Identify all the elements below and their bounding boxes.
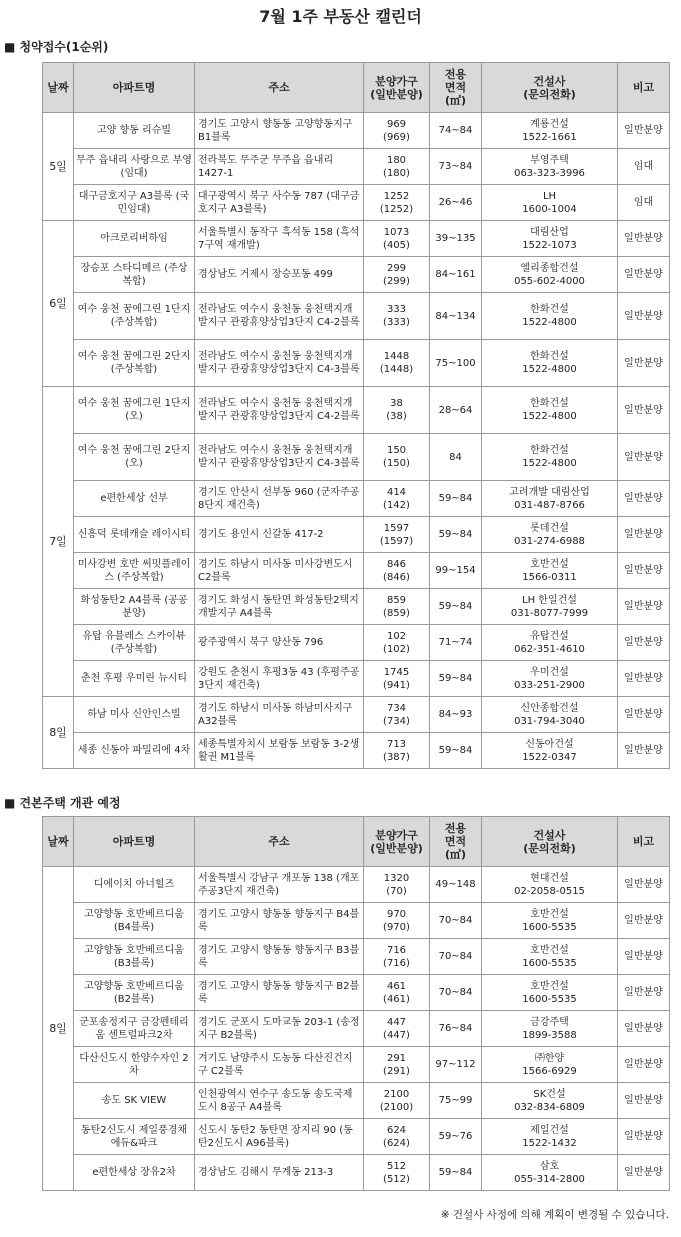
builder-cell: LH 한일건설 031-8077-7999 (482, 589, 618, 625)
note-cell: 일반분양 (618, 1011, 670, 1047)
builder-cell: 부영주택 063-323-3996 (482, 149, 618, 185)
address-cell: 경상남도 김해시 무계동 213-3 (195, 1155, 364, 1191)
area-cell: 49~148 (430, 867, 482, 903)
units-cell: 38 (38) (364, 387, 430, 434)
area-cell: 70~84 (430, 903, 482, 939)
note-cell: 일반분양 (618, 589, 670, 625)
apt-name-cell: 춘천 후평 우미린 뉴시티 (74, 661, 195, 697)
units-cell: 150 (150) (364, 434, 430, 481)
table-row (43, 481, 670, 517)
builder-cell: 롯데건설 031-274-6988 (482, 517, 618, 553)
apt-name-cell: 다산신도시 한양수자인 2차 (74, 1047, 195, 1083)
address-cell: 경기도 고양시 향동동 고양향동지구 B1블록 (195, 113, 364, 149)
section-heading-model-house: ■ 견본주택 개관 예정 (4, 796, 121, 810)
table-row (43, 867, 670, 903)
table-row (43, 661, 670, 697)
area-cell: 75~99 (430, 1083, 482, 1119)
units-cell: 1073 (405) (364, 221, 430, 257)
area-cell: 59~84 (430, 733, 482, 769)
address-cell: 경기도 용인시 신갈동 417-2 (195, 517, 364, 553)
area-cell: 75~100 (430, 340, 482, 387)
builder-cell: 한화건설 1522-4800 (482, 434, 618, 481)
units-cell: 1597 (1597) (364, 517, 430, 553)
address-cell: 세종특별자치시 보람동 보람동 3-2생활권 M1블록 (195, 733, 364, 769)
address-cell: 경기도 하남시 미사동 하남미사지구 A32블록 (195, 697, 364, 733)
area-cell: 84 (430, 434, 482, 481)
table-row (43, 293, 670, 340)
apt-name-cell: 여수 웅천 꿈에그린 1단지(주상복합) (74, 293, 195, 340)
header-area: 전용 면적 (㎡) (430, 817, 482, 867)
note-cell: 일반분양 (618, 975, 670, 1011)
note-cell: 일반분양 (618, 434, 670, 481)
table-row (43, 1119, 670, 1155)
address-cell: 전라북도 무주군 무주읍 읍내리 1427-1 (195, 149, 364, 185)
table-row (43, 939, 670, 975)
table-row (43, 553, 670, 589)
table-row (43, 434, 670, 481)
builder-cell: 계룡건설 1522-1661 (482, 113, 618, 149)
area-cell: 84~134 (430, 293, 482, 340)
note-cell: 일반분양 (618, 733, 670, 769)
apt-name-cell: 여수 웅천 꿈에그린 2단지(오) (74, 434, 195, 481)
apt-name-cell: 대구금호지구 A3블록 (국민임대) (74, 185, 195, 221)
units-cell: 414 (142) (364, 481, 430, 517)
address-cell: 전라남도 여수시 웅천동 웅천택지개발지구 관광휴양상업3단지 C4-2블록 (195, 293, 364, 340)
units-cell: 512 (512) (364, 1155, 430, 1191)
apt-name-cell: 동탄2신도시 제일풍경채 에듀&파크 (74, 1119, 195, 1155)
table-row (43, 517, 670, 553)
units-cell: 713 (387) (364, 733, 430, 769)
note-cell: 임대 (618, 149, 670, 185)
table-row (43, 903, 670, 939)
address-cell: 경기도 군포시 도마교동 203-1 (송정지구 B2블록) (195, 1011, 364, 1047)
note-cell: 일반분양 (618, 221, 670, 257)
note-cell: 일반분양 (618, 867, 670, 903)
header-row (43, 817, 670, 867)
units-cell: 846 (846) (364, 553, 430, 589)
area-cell: 26~46 (430, 185, 482, 221)
units-cell: 734 (734) (364, 697, 430, 733)
note-cell: 일반분양 (618, 293, 670, 340)
area-cell: 59~84 (430, 481, 482, 517)
units-cell: 859 (859) (364, 589, 430, 625)
address-cell: 전라남도 여수시 웅천동 웅천택지개발지구 관광휴양상업3단지 C4-3블록 (195, 434, 364, 481)
builder-cell: SK건설 032-834-6809 (482, 1083, 618, 1119)
address-cell: 전라남도 여수시 웅천동 웅천택지개발지구 관광휴양상업3단지 C4-2블록 (195, 387, 364, 434)
area-cell: 59~84 (430, 517, 482, 553)
note-cell: 일반분양 (618, 481, 670, 517)
address-cell: 경기도 안산시 선부동 960 (군자주공8단지 재건축) (195, 481, 364, 517)
address-cell: 강원도 춘천시 후평3동 43 (후평주공3단지 재건축) (195, 661, 364, 697)
header-builder: 건설사 (문의전화) (482, 817, 618, 867)
apt-name-cell: 디에이치 아너힐즈 (74, 867, 195, 903)
table-row (43, 185, 670, 221)
table-row (43, 387, 670, 434)
apt-name-cell: 미사강변 호반 써밋플레이스 (주상복합) (74, 553, 195, 589)
builder-cell: 우미건설 033-251-2900 (482, 661, 618, 697)
note-cell: 일반분양 (618, 903, 670, 939)
units-cell: 333 (333) (364, 293, 430, 340)
builder-cell: 유탑건설 062-351-4610 (482, 625, 618, 661)
apt-name-cell: 고양향동 호반베르디움 (B3블록) (74, 939, 195, 975)
apt-name-cell: e편한세상 장유2차 (74, 1155, 195, 1191)
area-cell: 99~154 (430, 553, 482, 589)
date-cell: 8일 (43, 697, 74, 769)
units-cell: 291 (291) (364, 1047, 430, 1083)
apt-name-cell: 고양 향동 리슈빌 (74, 113, 195, 149)
units-cell: 1448 (1448) (364, 340, 430, 387)
date-cell: 5일 (43, 113, 74, 221)
table-row (43, 113, 670, 149)
header-units: 분양가구 (일반분양) (364, 63, 430, 113)
units-cell: 716 (716) (364, 939, 430, 975)
area-cell: 59~84 (430, 661, 482, 697)
model-house-table (42, 816, 670, 1191)
builder-cell: 대림산업 1522-1073 (482, 221, 618, 257)
area-cell: 59~76 (430, 1119, 482, 1155)
address-cell: 대구광역시 북구 사수동 787 (대구금호지구 A3블록) (195, 185, 364, 221)
address-cell: 경기도 하남시 미사동 미사강변도시 C2블록 (195, 553, 364, 589)
apt-name-cell: 아크로리버하임 (74, 221, 195, 257)
subscription-table (42, 62, 670, 769)
table-row (43, 589, 670, 625)
units-cell: 1745 (941) (364, 661, 430, 697)
address-cell: 전라남도 여수시 웅천동 웅천택지개발지구 관광휴양상업3단지 C4-3블록 (195, 340, 364, 387)
units-cell: 1252 (1252) (364, 185, 430, 221)
address-cell: 신도시 동탄2 동탄면 장지리 90 (동탄2신도시 A96블록) (195, 1119, 364, 1155)
table-row (43, 340, 670, 387)
area-cell: 97~112 (430, 1047, 482, 1083)
apt-name-cell: e편한세상 선부 (74, 481, 195, 517)
note-cell: 임대 (618, 185, 670, 221)
page-title: 7월 1주 부동산 캘린더 (259, 7, 422, 26)
note-cell: 일반분양 (618, 113, 670, 149)
date-cell: 7일 (43, 387, 74, 697)
units-cell: 1320 (70) (364, 867, 430, 903)
apt-name-cell: 신흥덕 롯데캐슬 레이시티 (74, 517, 195, 553)
address-cell: 광주광역시 북구 양산동 796 (195, 625, 364, 661)
builder-cell: 호반건설 1600-5535 (482, 975, 618, 1011)
units-cell: 461 (461) (364, 975, 430, 1011)
header-address: 주소 (195, 817, 364, 867)
units-cell: 447 (447) (364, 1011, 430, 1047)
apt-name-cell: 무주 읍내리 사랑으로 부영 (임대) (74, 149, 195, 185)
note-cell: 일반분양 (618, 553, 670, 589)
apt-name-cell: 여수 웅천 꿈에그린 2단지(주상복합) (74, 340, 195, 387)
apt-name-cell: 하남 미사 신안인스빌 (74, 697, 195, 733)
apt-name-cell: 군포송정지구 금강펜테리움 센트럴파크2차 (74, 1011, 195, 1047)
table-row (43, 1047, 670, 1083)
units-cell: 970 (970) (364, 903, 430, 939)
builder-cell: ㈜한양 1566-6929 (482, 1047, 618, 1083)
builder-cell: 한화건설 1522-4800 (482, 293, 618, 340)
note-cell: 일반분양 (618, 625, 670, 661)
apt-name-cell: 고양향동 호반베르디움 (B4블록) (74, 903, 195, 939)
units-cell: 969 (969) (364, 113, 430, 149)
section-heading-subscription: ■ 청약접수(1순위) (4, 40, 109, 54)
header-note: 비고 (618, 63, 670, 113)
table-row (43, 1011, 670, 1047)
area-cell: 71~74 (430, 625, 482, 661)
area-cell: 39~135 (430, 221, 482, 257)
note-cell: 일반분양 (618, 1047, 670, 1083)
units-cell: 102 (102) (364, 625, 430, 661)
address-cell: 서울특별시 강남구 개포동 138 (개포주공3단지 재건축) (195, 867, 364, 903)
note-cell: 일반분양 (618, 517, 670, 553)
area-cell: 84~93 (430, 697, 482, 733)
note-cell: 일반분양 (618, 257, 670, 293)
note-cell: 일반분양 (618, 697, 670, 733)
header-builder: 건설사 (문의전화) (482, 63, 618, 113)
note-cell: 일반분양 (618, 939, 670, 975)
header-date: 날짜 (43, 817, 74, 867)
date-cell: 6일 (43, 221, 74, 387)
units-cell: 299 (299) (364, 257, 430, 293)
table-row (43, 975, 670, 1011)
apt-name-cell: 장승포 스타디메르 (주상복합) (74, 257, 195, 293)
table-row (43, 733, 670, 769)
table-row (43, 697, 670, 733)
area-cell: 73~84 (430, 149, 482, 185)
table-row (43, 221, 670, 257)
apt-name-cell: 세종 신동아 파밀리에 4차 (74, 733, 195, 769)
address-cell: 경기도 고양시 향동동 향동지구 B4블록 (195, 903, 364, 939)
address-cell: 경기도 고양시 향동동 향동지구 B3블록 (195, 939, 364, 975)
area-cell: 59~84 (430, 589, 482, 625)
address-cell: 인천광역시 연수구 송도동 송도국제도시 8공구 A4블록 (195, 1083, 364, 1119)
header-apt-name: 아파트명 (74, 63, 195, 113)
area-cell: 76~84 (430, 1011, 482, 1047)
header-row (43, 63, 670, 113)
note-cell: 일반분양 (618, 340, 670, 387)
note-cell: 일반분양 (618, 387, 670, 434)
header-note: 비고 (618, 817, 670, 867)
header-units: 분양가구 (일반분양) (364, 817, 430, 867)
table-row (43, 149, 670, 185)
address-cell: 경상남도 거제시 장승포동 499 (195, 257, 364, 293)
builder-cell: 엘리종합건설 055-602-4000 (482, 257, 618, 293)
builder-cell: 호반건설 1566-0311 (482, 553, 618, 589)
apt-name-cell: 송도 SK VIEW (74, 1083, 195, 1119)
builder-cell: LH 1600-1004 (482, 185, 618, 221)
units-cell: 624 (624) (364, 1119, 430, 1155)
builder-cell: 호반건설 1600-5535 (482, 939, 618, 975)
address-cell: 겨기도 남양주시 도농동 다산진건지구 C2블록 (195, 1047, 364, 1083)
area-cell: 70~84 (430, 975, 482, 1011)
area-cell: 84~161 (430, 257, 482, 293)
area-cell: 74~84 (430, 113, 482, 149)
apt-name-cell: 유탑 유블레스 스카이뷰(주상복합) (74, 625, 195, 661)
builder-cell: 삼호 055-314-2800 (482, 1155, 618, 1191)
address-cell: 서울특별시 동작구 흑석동 158 (흑석7구역 재개발) (195, 221, 364, 257)
builder-cell: 신동아건설 1522-0347 (482, 733, 618, 769)
builder-cell: 호반건설 1600-5535 (482, 903, 618, 939)
area-cell: 70~84 (430, 939, 482, 975)
address-cell: 경기도 고양시 향동동 향동지구 B2블록 (195, 975, 364, 1011)
units-cell: 180 (180) (364, 149, 430, 185)
area-cell: 28~64 (430, 387, 482, 434)
date-cell: 8일 (43, 867, 74, 1191)
apt-name-cell: 여수 웅천 꿈에그린 1단지(오) (74, 387, 195, 434)
header-address: 주소 (195, 63, 364, 113)
units-cell: 2100 (2100) (364, 1083, 430, 1119)
apt-name-cell: 화성동탄2 A4블록 (공공분양) (74, 589, 195, 625)
builder-cell: 고려개발 대림산업 031-487-8766 (482, 481, 618, 517)
footnote: ※ 건설사 사정에 의해 계획이 변경될 수 있습니다. (440, 1209, 669, 1221)
note-cell: 일반분양 (618, 1083, 670, 1119)
builder-cell: 한화건설 1522-4800 (482, 387, 618, 434)
header-area: 전용 면적 (㎡) (430, 63, 482, 113)
table-row (43, 257, 670, 293)
area-cell: 59~84 (430, 1155, 482, 1191)
note-cell: 일반분양 (618, 1155, 670, 1191)
address-cell: 경기도 화성시 동탄면 화성동탄2택지개발지구 A4블록 (195, 589, 364, 625)
table-row (43, 1083, 670, 1119)
header-apt-name: 아파트명 (74, 817, 195, 867)
table-row (43, 625, 670, 661)
note-cell: 일반분양 (618, 1119, 670, 1155)
builder-cell: 한화건설 1522-4800 (482, 340, 618, 387)
header-date: 날짜 (43, 63, 74, 113)
builder-cell: 금강주택 1899-3588 (482, 1011, 618, 1047)
builder-cell: 제일건설 1522-1432 (482, 1119, 618, 1155)
builder-cell: 현대건설 02-2058-0515 (482, 867, 618, 903)
builder-cell: 신안종합건설 031-794-3040 (482, 697, 618, 733)
note-cell: 일반분양 (618, 661, 670, 697)
apt-name-cell: 고양향동 호반베르디움 (B2블록) (74, 975, 195, 1011)
table-row (43, 1155, 670, 1191)
